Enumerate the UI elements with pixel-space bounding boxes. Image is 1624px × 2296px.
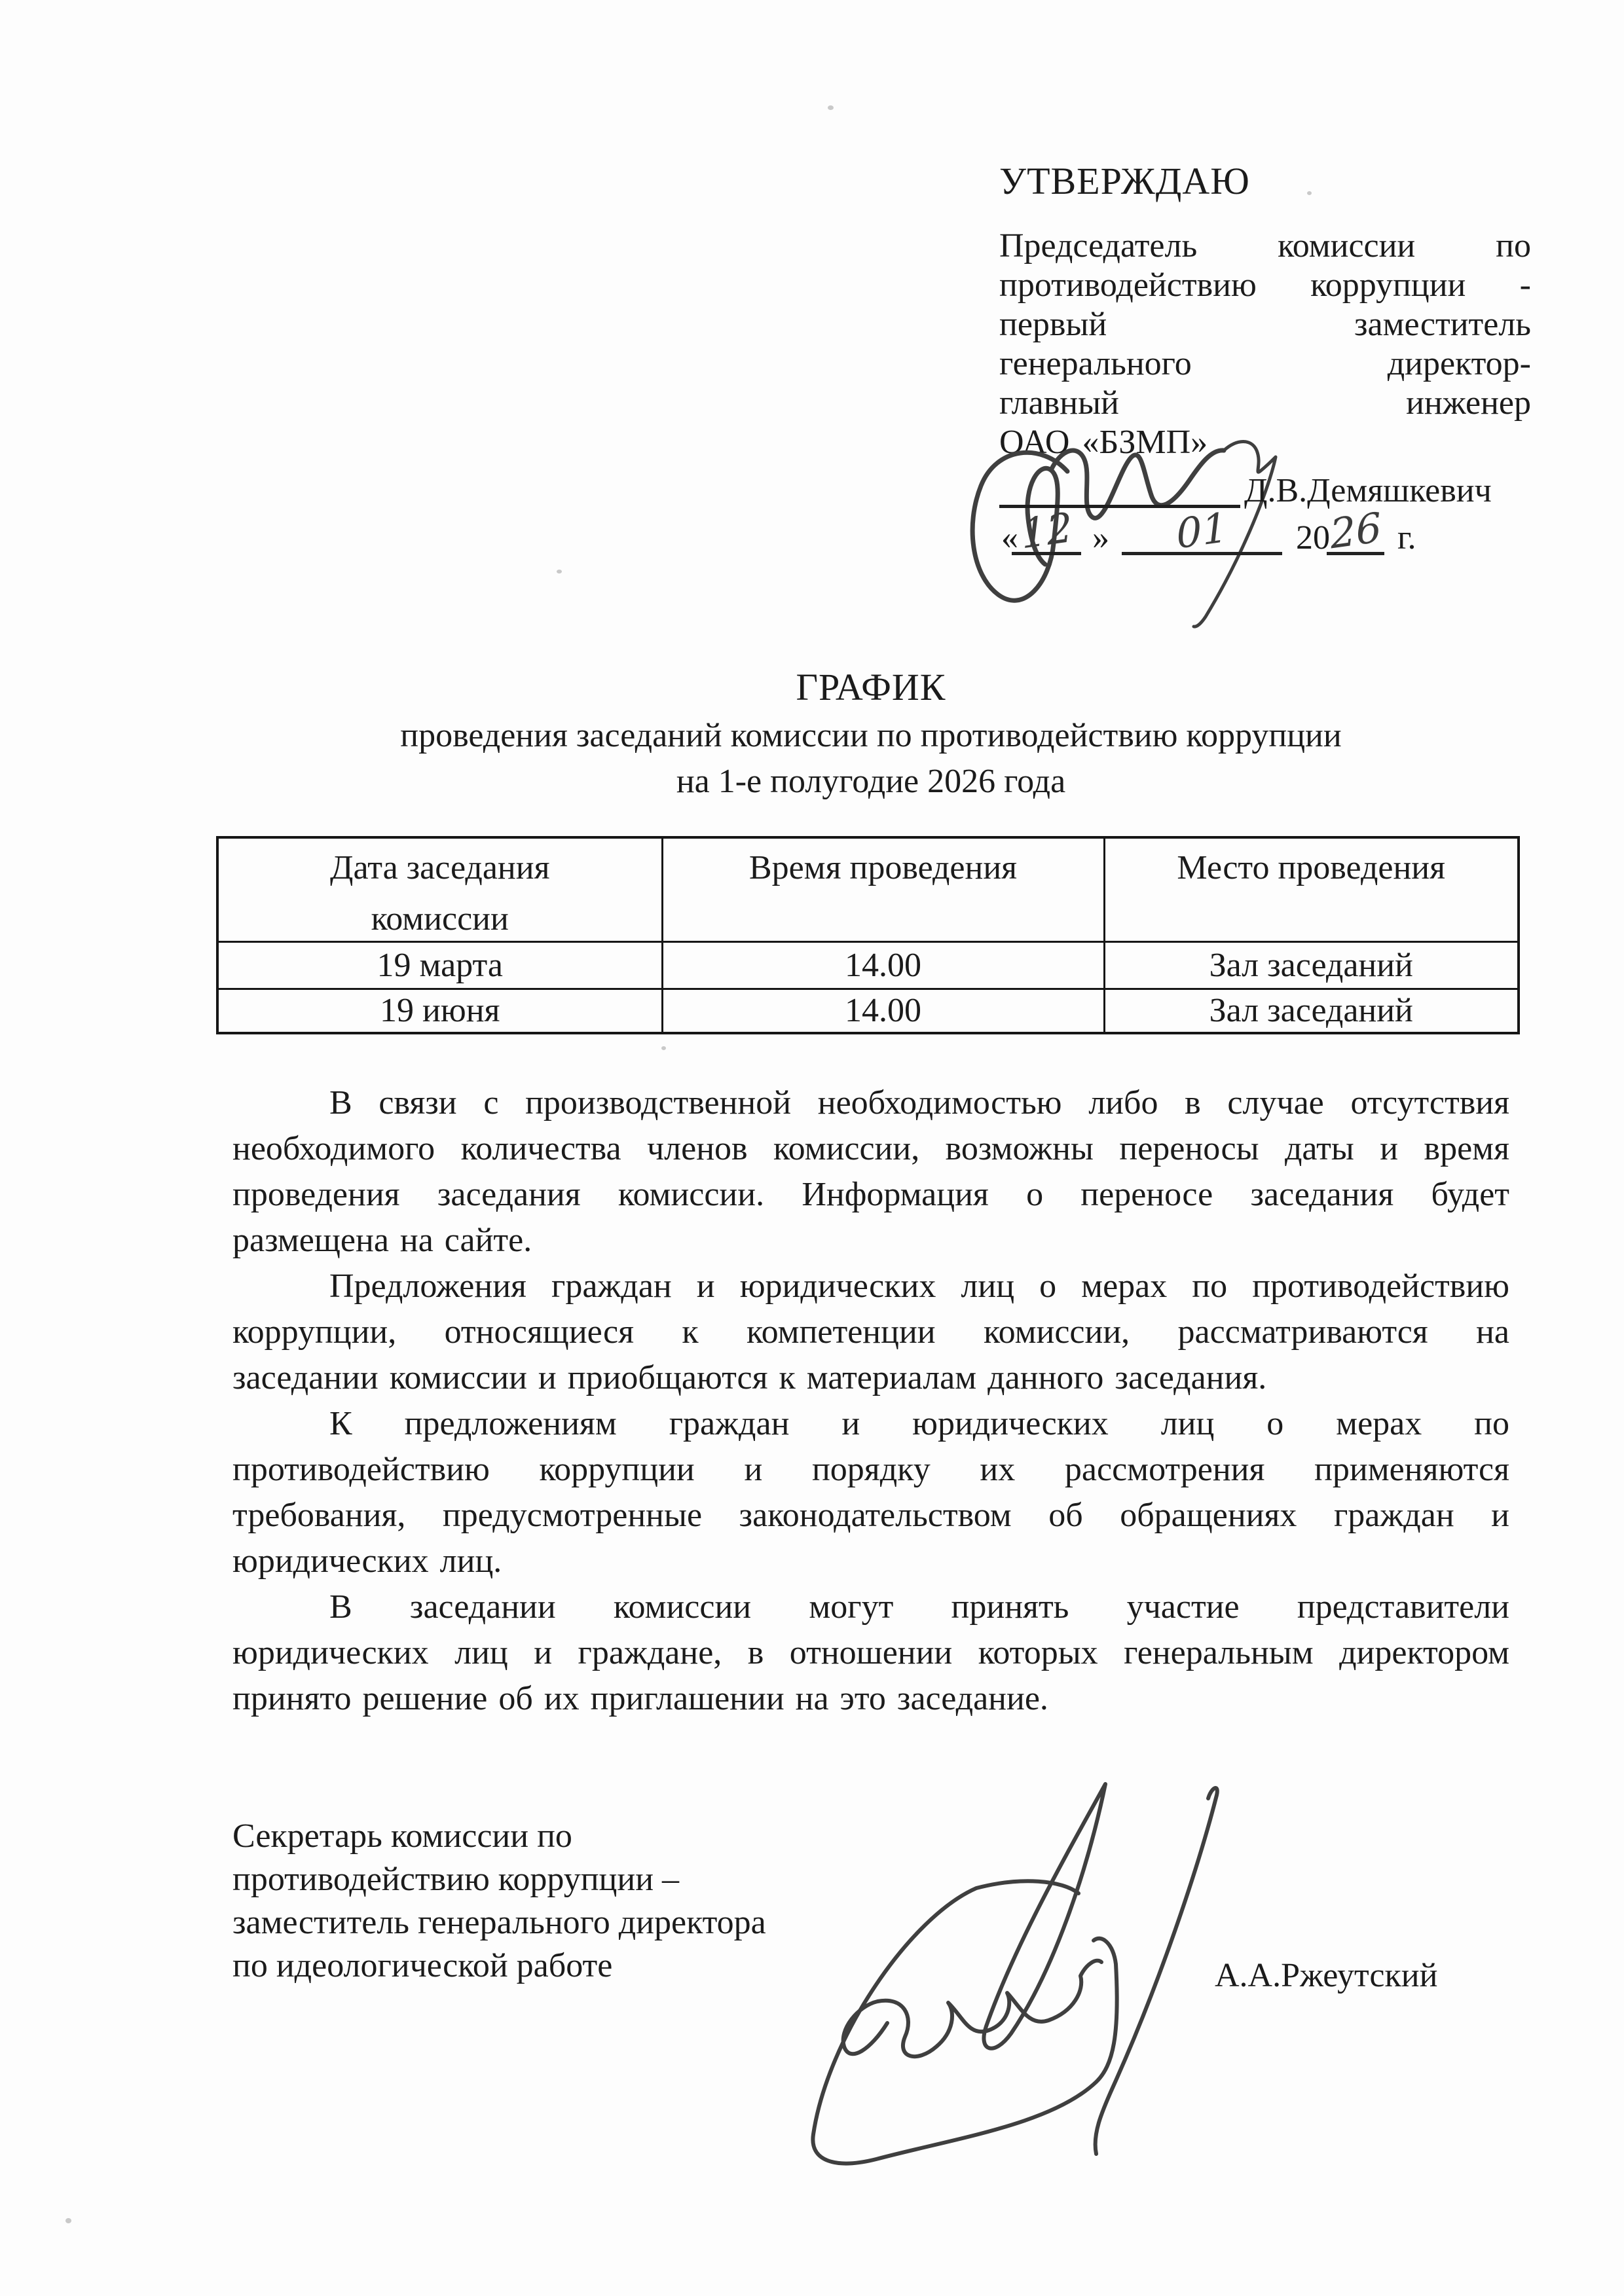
- text-line: юридических лиц и граждане, в отношении которых генеральным директором: [232, 1634, 1509, 1671]
- secretary-signature: [805, 1768, 1238, 2170]
- text-line: необходимого количества членов комиссии, возможны переносы даты и время: [232, 1130, 1509, 1167]
- column-header-date: [217, 837, 662, 942]
- text-line: требования, предусмотренные законодательством об обращениях граждан и: [232, 1497, 1509, 1534]
- document-title: ГРАФИК: [796, 666, 946, 708]
- cell-time: 14.00: [662, 942, 1104, 989]
- date-year-field: [1327, 503, 1384, 558]
- text-line: принято решение об их приглашении на это заседание.: [232, 1680, 1048, 1717]
- date-day-field: [1012, 503, 1081, 558]
- secretary-name: А.А.Ржеутский: [1215, 1957, 1438, 1994]
- table-row: [217, 942, 1519, 989]
- text-line: противодействию коррупции и порядку их рассмотрения применяются: [232, 1451, 1509, 1488]
- text-line: заседании комиссии и приобщаются к материалам данного заседания.: [232, 1359, 1267, 1396]
- paragraph: [232, 1264, 1509, 1401]
- approval-line: генерального директор-: [999, 345, 1531, 382]
- scan-artifact: [1307, 191, 1312, 195]
- column-header-place: Место проведения: [1104, 837, 1519, 942]
- date-month-field: [1122, 503, 1282, 558]
- table-header-row: [217, 837, 1519, 942]
- scan-artifact: [65, 2218, 71, 2223]
- year-prefix: 20: [1296, 519, 1330, 556]
- column-header-date-line1: Дата заседания: [330, 849, 550, 886]
- document-subtitle-period: на 1-е полугодие 2026 года: [676, 763, 1066, 800]
- scan-artifact: [828, 105, 834, 110]
- cell-date: 19 июня: [217, 989, 662, 1033]
- year-suffix: г.: [1397, 519, 1416, 556]
- paragraph: [232, 1080, 1509, 1264]
- scan-artifact: [557, 570, 562, 574]
- signoff-role-line: заместитель генерального директора: [232, 1904, 766, 1941]
- document-subtitle: проведения заседаний комиссии по противодействию коррупции: [400, 717, 1342, 754]
- approval-line: главный инженер: [999, 384, 1531, 422]
- approval-line: ОАО «БЗМП»: [999, 424, 1208, 461]
- text-line: Предложения граждан и юридических лиц о мерах по противодействию: [329, 1267, 1509, 1305]
- cell-date: 19 марта: [217, 942, 662, 989]
- cell-place: Зал заседаний: [1104, 989, 1519, 1033]
- handwritten-month: 01: [1174, 503, 1230, 558]
- approval-line: Председатель комиссии по: [999, 227, 1531, 264]
- signoff-role-line: по идеологической работе: [232, 1947, 613, 1984]
- text-line: юридических лиц.: [232, 1542, 502, 1580]
- schedule-table: [216, 836, 1520, 1034]
- cell-place: Зал заседаний: [1104, 942, 1519, 989]
- text-line: размещена на сайте.: [232, 1222, 532, 1259]
- chairman-name: Д.В.Демяшкевич: [1244, 472, 1492, 509]
- handwritten-day: 12: [1019, 503, 1074, 558]
- text-line: проведения заседания комиссии. Информация о переносе заседания будет: [232, 1176, 1509, 1213]
- approval-line: первый заместитель: [999, 306, 1531, 343]
- handwritten-year: 26: [1328, 503, 1383, 558]
- cell-time: 14.00: [662, 989, 1104, 1033]
- approval-date: [999, 503, 1458, 567]
- text-line: В заседании комиссии могут принять участие представители: [329, 1588, 1509, 1626]
- open-quote: «: [1001, 519, 1018, 556]
- table-row: [217, 989, 1519, 1033]
- signoff-role-line: противодействию коррупции –: [232, 1861, 680, 1898]
- column-header-date-line2: комиссии: [371, 900, 509, 938]
- paragraph: [232, 1584, 1509, 1722]
- paragraph: [232, 1401, 1509, 1584]
- text-line: коррупции, относящиеся к компетенции комиссии, рассматриваются на: [232, 1313, 1509, 1351]
- approval-line: противодействию коррупции -: [999, 266, 1531, 304]
- column-header-time: Время проведения: [662, 837, 1104, 942]
- approval-block: [999, 159, 1531, 462]
- approval-heading: УТВЕРЖДАЮ: [999, 160, 1250, 202]
- body-text: [232, 1080, 1509, 1722]
- close-quote: »: [1092, 519, 1109, 556]
- header-line-gap: [219, 890, 661, 898]
- scan-artifact: [661, 1046, 666, 1050]
- text-line: В связи с производственной необходимостью либо в случае отсутствия: [329, 1084, 1509, 1121]
- signoff-role-line: Секретарь комиссии по: [232, 1817, 572, 1855]
- text-line: К предложениям граждан и юридических лиц о мерах по: [329, 1405, 1509, 1442]
- signoff-block: [232, 1815, 822, 1988]
